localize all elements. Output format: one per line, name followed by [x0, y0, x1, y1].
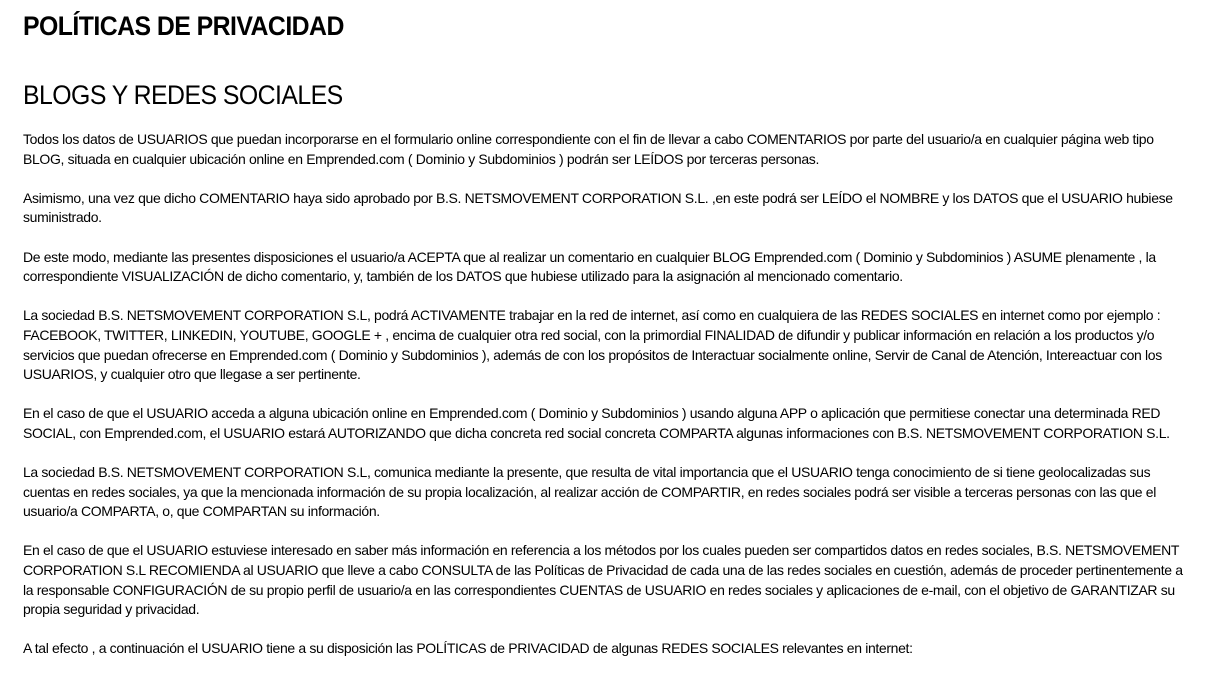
paragraph-blog-comments-data: Todos los datos de USUARIOS que puedan incorporarse en el formulario online correspondiente con el fin de llevar a cabo COMENTARIOS por parte del usuario/a en cualquier página web tipo BLOG, situada en cualquier ubicación online en Emprended.com ( Dominio y Subdominios ) podrán ser LEÍDOS por terceras personas.: [23, 131, 1154, 167]
paragraph-geolocation-notice: La sociedad B.S. NETSMOVEMENT CORPORATION S.L, comunica mediante la presente, que resulta de vital importancia que el USUARIO tenga conocimiento de si tiene geolocalizadas sus cuentas en redes sociales, ya que la mencionada información de su propia localización, al realizar acción de COMPARTIR, en redes sociales podrá ser visible a terceras personas con las que el usuario/a COMPARTA, o, que COMPARTAN su información.: [23, 464, 1156, 520]
paragraph-social-networks-activity: La sociedad B.S. NETSMOVEMENT CORPORATION S.L, podrá ACTIVAMENTE trabajar en la red de internet, así como en cualquiera de las REDES SOCIALES en internet como por ejemplo : FACEBOOK, TWITTER, LINKEDIN, YOUTUBE, GOOGLE + , encima de cualquier otra red social, con la primordial FINALIDAD de difundir y publicar información en relación a los productos y/o servicios que puedan ofrecerse en Emprended.com ( Dominio y Subdominios ), además de con los propósitos de Interactuar socialmente online, Servir de Canal de Atención, Intereactuar con los USUARIOS, y cualquier otro que llegase a ser pertinente.: [23, 307, 1162, 383]
section-heading: BLOGS Y REDES SOCIALES: [23, 80, 343, 110]
paragraph-comment-approval: Asimismo, una vez que dicho COMENTARIO haya sido aprobado por B.S. NETSMOVEMENT CORPORATION S.L. ,en este podrá ser LEÍDO el NOMBRE y los DATOS que el USUARIO hubiese suministrado.: [23, 189, 1173, 226]
paragraph-social-policies-intro: A tal efecto , a continuación el USUARIO tiene a su disposición las POLÍTICAS de PRIVACIDAD de algunas REDES SOCIALES relevantes en internet:: [23, 640, 913, 657]
paragraph-app-authorization: En el caso de que el USUARIO acceda a alguna ubicación online en Emprended.com ( Dominio y Subdominios ) usando alguna APP o aplicación que permitiese conectar una determinada RED SOCIAL, con Emprended.com, el USUARIO estará AUTORIZANDO que dicha concreta red social concreta COMPARTA algunas informaciones con B.S. NETSMOVEMENT CORPORATION S.L.: [23, 405, 1170, 441]
page-title: POLÍTICAS DE PRIVACIDAD: [23, 11, 344, 41]
paragraph-privacy-recommendation: En el caso de que el USUARIO estuviese interesado en saber más información en referencia a los métodos por los cuales pueden ser compartidos datos en redes sociales, B.S. NETSMOVEMENT CORPORATION S.L RECOMIENDA al USUARIO que lleve a cabo CONSULTA de las Políticas de Privacidad de cada una de las redes sociales en cuestión, además de proceder pertinentemente a la responsable CONFIGURACIÓN de su propio perfil de usuario/a en las correspondientes CUENTAS de USUARIO en redes sociales y aplicaciones de e-mail, con el objetivo de GARANTIZAR su propia seguridad y privacidad.: [23, 542, 1183, 618]
paragraph-user-acceptance: De este modo, mediante las presentes disposiciones el usuario/a ACEPTA que al realizar un comentario en cualquier BLOG Emprended.com ( Dominio y Subdominios ) ASUME plenamente , la correspondiente VISUALIZACIÓN de dicho comentario, y, también de los DATOS que hubiese utilizado para la asignación al mencionado comentario.: [23, 248, 1156, 285]
policy-body: [23, 130, 1195, 679]
